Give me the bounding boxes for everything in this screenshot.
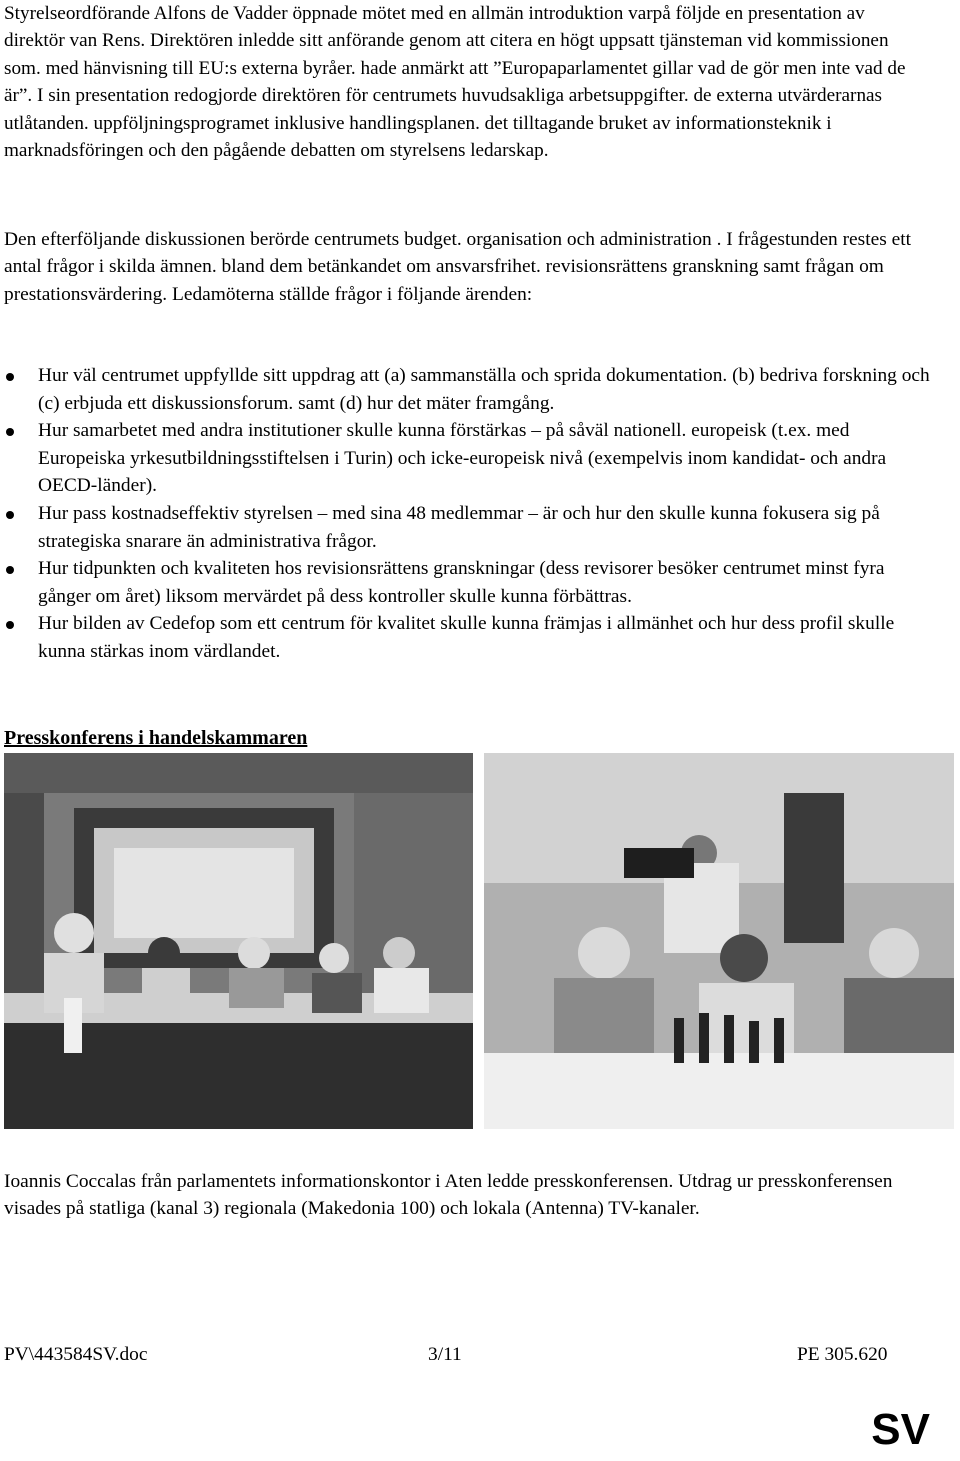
list-item: Hur samarbetet med andra institutioner skulle kunna förstärkas – på såväl nationell. europeisk (t.ex. med Europeiska yrkesutbildningsstiftelsen i Turin) och icke-europeisk nivå (exempelvis inom kandidat- och andra OECD-länder). [0,417,930,500]
photo-press-conference-image [484,753,954,1129]
list-item: Hur bilden av Cedefop som ett centrum för kvalitet skulle kunna främjas i allmänhet och hur dess profil skulle kunna stärkas inom värdlandet. [0,610,930,665]
list-item: Hur tidpunkten och kvaliteten hos revisionsrättens granskningar (dess revisorer besöker centrumet minst fyra gånger om året) liksom mervärdet på dess kontroller skulle kunna förbättras. [0,555,930,610]
bullet-icon [6,373,14,381]
bullet-icon [6,566,14,574]
footer-page-number: 3/11 [428,1344,462,1365]
discussion-paragraph: Den efterföljande diskussionen berörde centrumets budget. organisation och administration . I frågestunden restes ett antal frågor i skilda ämnen. bland dem betänkandet om ansvarsfrihet. revisionsrättens granskning samt frågan om prestationsvärdering. Ledamöterna ställde frågor i följande ärenden: [4,229,911,305]
bullet-icon [6,621,14,629]
footer-document-reference: PV\443584SV.doc [4,1344,148,1365]
list-item: Hur pass kostnadseffektiv styrelsen – med sina 48 medlemmar – är och hur den skulle kunna fokusera sig på strategiska snarare än administrativa frågor. [0,500,930,555]
photo-caption: Ioannis Coccalas från parlamentets informationskontor i Aten ledde presskonferensen. Utdrag ur presskonferensen visades på statliga (kanal 3) regionala (Makedonia 100) och lokala (Antenna) TV-kanaler. [4,1171,893,1220]
footer-pe-reference: PE 305.620 [797,1344,888,1365]
section-heading: Presskonferens i handelskammaren [4,727,308,749]
list-item: Hur väl centrumet uppfyllde sitt uppdrag att (a) sammanställa och sprida dokumentation. (b) bedriva forskning och (c) erbjuda ett diskussionsforum. samt (d) hur det mäter framgång. [0,362,930,417]
question-list [0,362,930,666]
photo-meeting-table [4,753,473,1129]
language-code: SV [871,1405,930,1454]
photo-meeting-table-image [4,753,473,1129]
bullet-icon [6,511,14,519]
photo-press-conference [484,753,954,1129]
bullet-icon [6,428,14,436]
intro-paragraph: Styrelseordförande Alfons de Vadder öppnade mötet med en allmän introduktion varpå följde en presentation av direktör van Rens. Direktören inledde sitt anförande genom att citera en högt uppsatt tjänsteman vid kommissionen som. med hänvisning till EU:s externa byråer. hade anmärkt att ”Europaparlamentet gillar vad de gör men inte vad de är”. I sin presentation redogjorde direktören för centrumets huvudsakliga arbetsuppgifter. de externa utvärderarnas utlåtanden. uppföljningsprogramet inklusive handlingsplanen. det tilltagande bruket av informationsteknik i marknadsföringen och den pågående debatten om styrelsens ledarskap. [4,3,906,162]
